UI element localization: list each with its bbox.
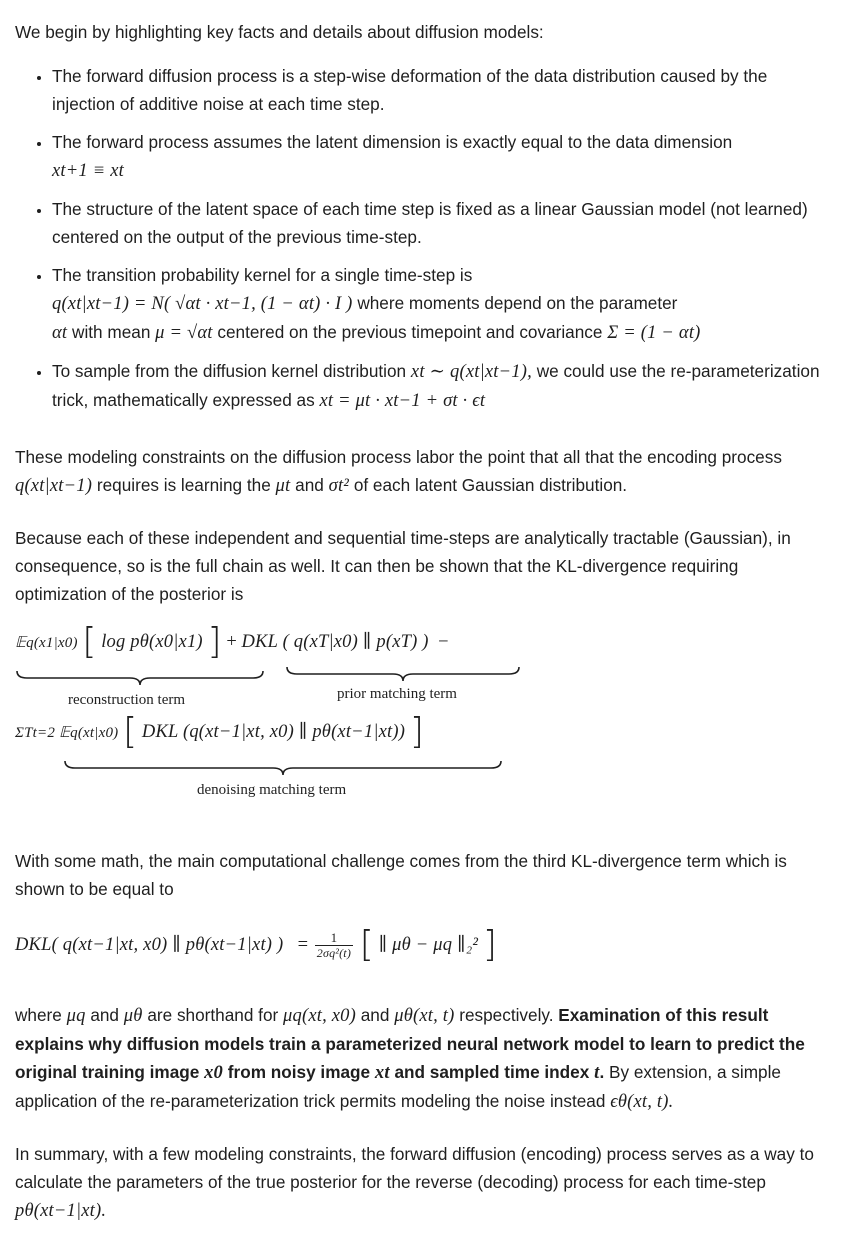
kl-rhs: ∥ μθ − μq ∥₂² bbox=[378, 935, 479, 955]
math-inline: xt+1 ≡ xt bbox=[52, 161, 124, 181]
expectation-term: 𝔼q(x1|x0) bbox=[15, 635, 78, 651]
brace-label: denoising matching term bbox=[197, 782, 347, 798]
math-inline: q(xt|xt−1) = N( √αt · xt−1, (1 − αt) · I ) bbox=[52, 294, 353, 314]
paragraph: With some math, the main computational challenge comes from the third KL-divergence term which is shown to be equal to bbox=[15, 851, 787, 899]
prior-kl-term: DKL ( q(xT|x0) ∥ p(xT) ) bbox=[241, 632, 429, 652]
sum-expectation-term: ΣTt=2 𝔼q(xt|x0) bbox=[15, 725, 119, 741]
bold-emphasis: Examination of this result explains why diffusion models train a parameterized neural network model to learn to predict the original training image x0 from noisy image xt and sampled time index t. bbox=[15, 1005, 805, 1083]
list-item: • The structure of the latent space of each time step is fixed as a linear Gaussian model (not learned) centered on the output of the previous time-step. bbox=[52, 195, 827, 251]
list-item: • To sample from the diffusion kernel distribution xt ∼ q(xt|xt−1), we could use the re-parameterization trick, mathematically expressed as xt = μt · xt−1 + σt · ϵt bbox=[52, 357, 827, 415]
math-inline: xt = μt · xt−1 + σt · ϵt bbox=[319, 391, 486, 411]
paragraph: In summary, with a few modeling constraints, the forward diffusion (encoding) process serves as a way to calculate the parameters of the true posterior for the reverse (decoding) process for each time-step pθ(xt−1|xt). bbox=[15, 1144, 814, 1221]
paragraph: These modeling constraints on the diffusion process labor the point that all that the encoding process q(xt|xt−1) requires is learning the μt and σt² of each latent Gaussian distribution. bbox=[15, 447, 782, 496]
paragraph: Because each of these independent and sequential time-steps are analytically tractable (Gaussian), in consequence, so is the full chain as well. It can then be shown that the KL-divergence requiring optimization of the posterior is bbox=[15, 528, 791, 604]
brace-label: prior matching term bbox=[337, 686, 457, 702]
math-inline: xt ∼ q(xt|xt−1), bbox=[410, 362, 532, 382]
list-item: • The forward diffusion process is a step-wise deformation of the data distribution caused by the injection of additive noise at each time step. bbox=[52, 62, 827, 118]
list-item: • The transition probability kernel for a single time-step is q(xt|xt−1) = N( √αt · xt−1, (1 − αt) · I ) where moments depend on the parameter αt with mean μ = √αt centered on the previous timepoint and covariance Σ = (1 − αt) bbox=[52, 261, 827, 347]
kl-lhs: DKL( q(xt−1|xt, x0) ∥ pθ(xt−1|xt) ) bbox=[15, 935, 284, 955]
underbrace-reconstruction bbox=[15, 670, 265, 686]
math-inline: αt bbox=[52, 323, 68, 343]
math-inline: σt² bbox=[328, 476, 350, 496]
paragraph: where μq and μθ are shorthand for μq(xt, x0) and μθ(xt, t) respectively. Examination of this result explains why diffusion models train a parameterized neural network model to learn to predict the original training image x0 from noisy image xt and sampled time index t. By extension, a simple application of the re-parameterization trick permits modeling the noise instead ϵθ(xt, t). bbox=[15, 1005, 805, 1112]
intro-text: We begin by highlighting key facts and details about diffusion models: bbox=[15, 22, 544, 42]
math-inline: q(xt|xt−1) bbox=[15, 476, 93, 496]
log-likelihood-term: log pθ(x0|x1) bbox=[101, 632, 203, 652]
elbo-equation: 𝔼q(x1|x0) [ log pθ(x0|x1) ] + DKL ( q(xT|x0) ∥ p(xT) ) − reconstruction term prior matching term ΣTt=2 𝔼q(xt|x0) [ DKL (q(xt−1|xt, x0) ∥ pθ(xt−1|xt)) ] denoising matching term bbox=[15, 618, 827, 833]
list-item: • The forward process assumes the latent dimension is exactly equal to the data dimension xt+1 ≡ xt bbox=[52, 128, 827, 185]
math-inline: Σ = (1 − αt) bbox=[607, 323, 701, 343]
kl-equation: DKL( q(xt−1|xt, x0) ∥ pθ(xt−1|xt) ) = $\frac{1}{\text{2σq²(t)}}$ [ ∥ μθ − μq ∥₂² ] bbox=[15, 924, 497, 965]
facts-list bbox=[15, 62, 827, 415]
denoising-kl-term: DKL (q(xt−1|xt, x0) ∥ pθ(xt−1|xt)) bbox=[141, 722, 406, 742]
brace-label: reconstruction term bbox=[68, 692, 186, 708]
fraction: $\frac{1}{\text{2σq²(t)}}$ bbox=[316, 930, 352, 961]
underbrace-denoising bbox=[63, 760, 503, 776]
math-inline: μ = √αt bbox=[155, 323, 213, 343]
article-body bbox=[15, 18, 827, 1249]
math-inline: μt bbox=[275, 476, 291, 496]
